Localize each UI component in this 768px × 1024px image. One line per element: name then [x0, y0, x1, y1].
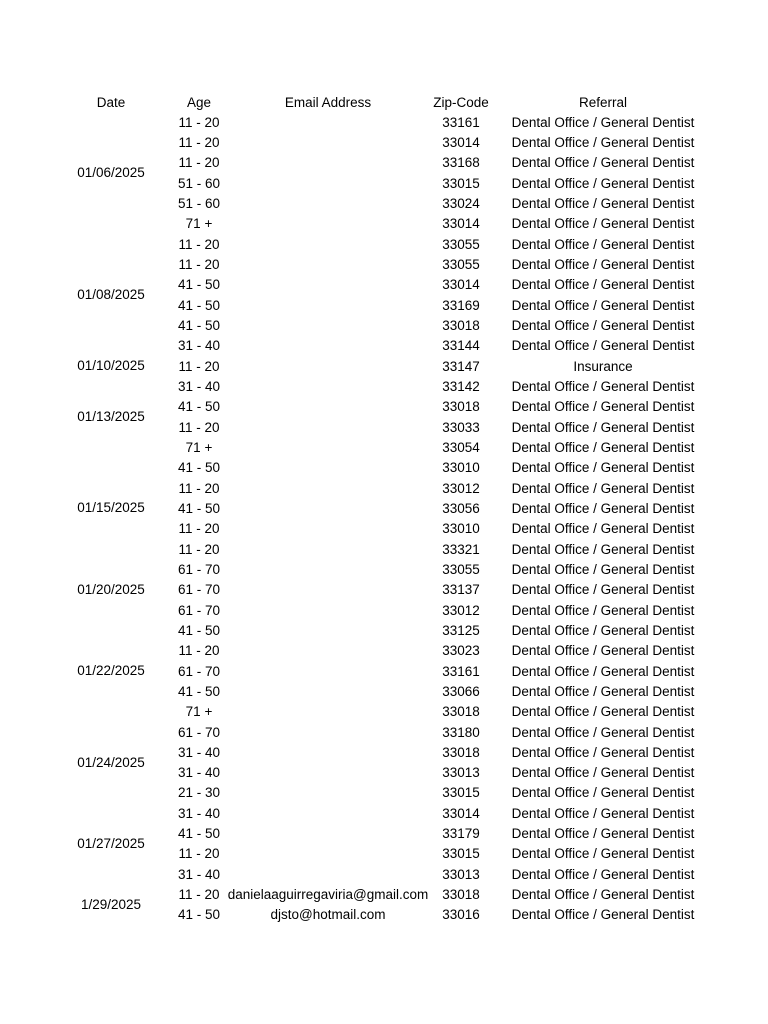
date-group-label: 01/20/2025 — [77, 581, 145, 597]
zip-code-cell: 33137 — [442, 582, 480, 598]
age-cell: 11 - 20 — [178, 114, 220, 130]
age-cell: 21 - 30 — [177, 785, 221, 801]
age-cell: 11 - 20 — [178, 256, 220, 272]
age-cell: 11 - 20 — [178, 541, 220, 557]
zip-code-cell: 33321 — [442, 541, 480, 557]
age-cell: 11 - 20 — [178, 846, 220, 862]
age-cell: 51 - 60 — [177, 195, 221, 211]
zip-code-cell: 33013 — [442, 765, 480, 781]
age-cell: 31 - 40 — [177, 765, 221, 781]
age-cell: 61 - 70 — [177, 724, 221, 740]
email-cell — [227, 887, 429, 903]
referral-cell — [512, 582, 694, 597]
table-row — [62, 681, 694, 701]
zip-code-cell: 33144 — [442, 338, 480, 354]
referral-cell — [512, 887, 694, 902]
referral-cell — [512, 237, 694, 252]
referral-text: Dental Office / General Dentist — [511, 378, 695, 394]
zip-code-cell: 33013 — [442, 866, 480, 882]
referral-text: Dental Office / General Dentist — [511, 236, 695, 252]
referral-cell — [512, 785, 694, 800]
date-group-label: 01/24/2025 — [77, 754, 145, 770]
age-cell: 41 - 50 — [177, 399, 221, 415]
zip-code-cell: 33015 — [442, 846, 480, 862]
referral-cell — [512, 501, 694, 516]
email-cell — [238, 907, 418, 922]
zip-code-cell: 33125 — [442, 622, 480, 638]
referral-text: Dental Office / General Dentist — [511, 866, 695, 882]
zip-code-cell: 33014 — [442, 134, 480, 150]
age-cell: 31 - 40 — [177, 744, 221, 760]
age-cell: 11 - 20 — [178, 236, 220, 252]
referral-cell — [512, 907, 694, 922]
referral-text: Dental Office / General Dentist — [511, 785, 695, 801]
table-row — [62, 559, 694, 579]
table-row — [62, 864, 694, 884]
table-row — [62, 112, 694, 132]
age-cell: 41 - 50 — [177, 683, 221, 699]
referral-text: Dental Office / General Dentist — [511, 663, 695, 679]
date-group-label: 01/27/2025 — [77, 835, 145, 851]
zip-code-cell: 33161 — [442, 663, 480, 679]
zip-code-cell: 33055 — [442, 236, 480, 252]
header-row — [62, 92, 694, 112]
zip-code-cell: 33014 — [442, 805, 480, 821]
referral-cell — [512, 155, 694, 170]
zip-code-cell: 33168 — [442, 155, 480, 171]
table-row — [62, 641, 694, 661]
age-cell: 11 - 20 — [178, 419, 220, 435]
referral-cell — [512, 704, 694, 719]
table-row — [62, 478, 694, 498]
date-group-label: 01/06/2025 — [77, 164, 145, 180]
referral-cell — [512, 481, 694, 496]
date-group-label: 01/08/2025 — [77, 286, 145, 302]
zip-code-cell: 33012 — [442, 480, 480, 496]
table-row — [62, 458, 694, 478]
referral-cell — [512, 826, 694, 841]
age-cell: 11 - 20 — [178, 643, 220, 659]
referral-text: Dental Office / General Dentist — [511, 622, 695, 638]
referral-text: Dental Office / General Dentist — [511, 297, 695, 313]
email-text: danielaaguirregaviria@gmail.com — [227, 887, 429, 903]
age-cell: 41 - 50 — [177, 907, 221, 923]
referral-text: Dental Office / General Dentist — [511, 216, 695, 232]
referral-text: Dental Office / General Dentist — [511, 765, 695, 781]
zip-code-cell: 33023 — [442, 643, 480, 659]
referral-text: Dental Office / General Dentist — [511, 683, 695, 699]
referral-text: Dental Office / General Dentist — [511, 704, 695, 720]
age-cell: 11 - 20 — [178, 155, 220, 171]
zip-code-cell: 33066 — [442, 683, 480, 699]
age-cell: 11 - 20 — [178, 887, 220, 903]
table-row — [62, 437, 694, 457]
referral-cell — [512, 765, 694, 780]
zip-code-cell: 33056 — [442, 500, 480, 516]
table-row — [62, 336, 694, 356]
referral-text: Dental Office / General Dentist — [511, 521, 695, 537]
zip-code-cell: 33018 — [442, 704, 480, 720]
header-zip-code: Zip-Code — [433, 94, 489, 110]
zip-code-cell: 33161 — [442, 114, 480, 130]
header-referral: Referral — [578, 94, 627, 110]
referral-text: Dental Office / General Dentist — [511, 744, 695, 760]
zip-code-cell: 33179 — [442, 826, 480, 842]
spreadsheet-table — [62, 92, 694, 925]
referral-cell — [512, 562, 694, 577]
referral-cell — [512, 338, 694, 353]
zip-code-cell: 33055 — [442, 561, 480, 577]
referral-text: Dental Office / General Dentist — [511, 460, 695, 476]
age-cell: 41 - 50 — [177, 317, 221, 333]
referral-cell — [512, 521, 694, 536]
table-row — [62, 783, 694, 803]
zip-code-cell: 33180 — [442, 724, 480, 740]
referral-text: Dental Office / General Dentist — [511, 256, 695, 272]
referral-text: Dental Office / General Dentist — [511, 561, 695, 577]
age-cell: 51 - 60 — [177, 175, 221, 191]
referral-cell — [512, 643, 694, 658]
referral-cell — [512, 196, 694, 211]
referral-cell — [512, 603, 694, 618]
zip-code-cell: 33018 — [442, 399, 480, 415]
referral-text: Dental Office / General Dentist — [511, 399, 695, 415]
zip-code-cell: 33014 — [442, 216, 480, 232]
age-cell: 61 - 70 — [177, 561, 221, 577]
referral-cell — [512, 664, 694, 679]
referral-cell — [512, 867, 694, 882]
table-row — [62, 193, 694, 213]
age-cell: 71 + — [185, 439, 213, 455]
referral-text: Dental Office / General Dentist — [511, 480, 695, 496]
referral-text: Dental Office / General Dentist — [511, 500, 695, 516]
zip-code-cell: 33055 — [442, 256, 480, 272]
referral-text: Dental Office / General Dentist — [511, 277, 695, 293]
table-row — [62, 315, 694, 335]
age-cell: 31 - 40 — [177, 338, 221, 354]
referral-cell — [512, 257, 694, 272]
age-cell: 11 - 20 — [178, 134, 220, 150]
referral-text: Dental Office / General Dentist — [511, 724, 695, 740]
referral-cell — [512, 298, 694, 313]
referral-text: Dental Office / General Dentist — [511, 134, 695, 150]
table-row — [62, 376, 694, 396]
age-cell: 41 - 50 — [177, 622, 221, 638]
age-cell: 11 - 20 — [178, 521, 220, 537]
table-row — [62, 132, 694, 152]
referral-cell — [512, 318, 694, 333]
table-row — [62, 803, 694, 823]
zip-code-cell: 33014 — [442, 277, 480, 293]
age-cell: 41 - 50 — [177, 277, 221, 293]
header-age: Age — [186, 94, 212, 110]
referral-text: Dental Office / General Dentist — [511, 317, 695, 333]
referral-text: Dental Office / General Dentist — [511, 643, 695, 659]
referral-text: Dental Office / General Dentist — [511, 602, 695, 618]
zip-code-cell: 33010 — [442, 460, 480, 476]
date-group-label: 01/22/2025 — [77, 663, 145, 679]
table-row — [62, 702, 694, 722]
age-cell: 11 - 20 — [178, 358, 220, 374]
zip-code-cell: 33147 — [442, 358, 480, 374]
age-cell: 61 - 70 — [177, 663, 221, 679]
age-cell: 61 - 70 — [177, 582, 221, 598]
referral-text: Dental Office / General Dentist — [511, 907, 695, 923]
date-group-label: 01/15/2025 — [77, 500, 145, 516]
table-row — [62, 620, 694, 640]
age-cell: 71 + — [185, 216, 213, 232]
referral-text: Dental Office / General Dentist — [511, 175, 695, 191]
referral-text: Dental Office / General Dentist — [511, 114, 695, 130]
table-row — [62, 214, 694, 234]
table-row — [62, 519, 694, 539]
date-group-label: 01/10/2025 — [77, 358, 145, 374]
age-cell: 41 - 50 — [177, 500, 221, 516]
referral-cell — [512, 542, 694, 557]
email-text: djsto@hotmail.com — [270, 907, 386, 923]
referral-text: Dental Office / General Dentist — [511, 338, 695, 354]
zip-code-cell: 33015 — [442, 175, 480, 191]
referral-text: Dental Office / General Dentist — [511, 846, 695, 862]
referral-text: Insurance — [573, 358, 633, 374]
date-group-label: 1/29/2025 — [80, 896, 142, 912]
table-row — [62, 722, 694, 742]
zip-code-cell: 33024 — [442, 195, 480, 211]
referral-cell — [512, 440, 694, 455]
referral-cell — [512, 359, 694, 374]
zip-code-cell: 33142 — [442, 378, 480, 394]
zip-code-cell: 33018 — [442, 317, 480, 333]
zip-code-cell: 33018 — [442, 744, 480, 760]
header-email: Email Address — [284, 94, 372, 110]
zip-code-cell: 33015 — [442, 785, 480, 801]
table-body — [62, 112, 694, 925]
referral-cell — [512, 846, 694, 861]
age-cell: 41 - 50 — [177, 826, 221, 842]
referral-cell — [512, 806, 694, 821]
age-cell: 31 - 40 — [177, 866, 221, 882]
zip-code-cell: 33169 — [442, 297, 480, 313]
age-cell: 41 - 50 — [177, 460, 221, 476]
age-cell: 41 - 50 — [177, 297, 221, 313]
header-date: Date — [96, 94, 126, 110]
referral-cell — [512, 725, 694, 740]
referral-cell — [512, 745, 694, 760]
referral-text: Dental Office / General Dentist — [511, 805, 695, 821]
referral-text: Dental Office / General Dentist — [511, 582, 695, 598]
table-row — [62, 234, 694, 254]
referral-text: Dental Office / General Dentist — [511, 439, 695, 455]
table-row — [62, 600, 694, 620]
referral-cell — [512, 176, 694, 191]
referral-text: Dental Office / General Dentist — [511, 826, 695, 842]
referral-cell — [512, 379, 694, 394]
date-group-label: 01/13/2025 — [77, 408, 145, 424]
zip-code-cell: 33010 — [442, 521, 480, 537]
table-row — [62, 254, 694, 274]
zip-code-cell: 33018 — [442, 887, 480, 903]
referral-cell — [512, 399, 694, 414]
referral-text: Dental Office / General Dentist — [511, 419, 695, 435]
referral-text: Dental Office / General Dentist — [511, 541, 695, 557]
referral-text: Dental Office / General Dentist — [511, 155, 695, 171]
referral-cell — [512, 216, 694, 231]
zip-code-cell: 33012 — [442, 602, 480, 618]
age-cell: 31 - 40 — [177, 378, 221, 394]
age-cell: 11 - 20 — [178, 480, 220, 496]
referral-cell — [512, 277, 694, 292]
zip-code-cell: 33033 — [442, 419, 480, 435]
age-cell: 71 + — [185, 704, 213, 720]
referral-cell — [512, 420, 694, 435]
referral-cell — [512, 115, 694, 130]
zip-code-cell: 33016 — [442, 907, 480, 923]
table-row — [62, 539, 694, 559]
referral-cell — [512, 684, 694, 699]
referral-cell — [512, 135, 694, 150]
age-cell: 61 - 70 — [177, 602, 221, 618]
referral-text: Dental Office / General Dentist — [511, 887, 695, 903]
age-cell: 31 - 40 — [177, 805, 221, 821]
referral-cell — [512, 460, 694, 475]
referral-cell — [512, 623, 694, 638]
zip-code-cell: 33054 — [442, 439, 480, 455]
referral-text: Dental Office / General Dentist — [511, 195, 695, 211]
